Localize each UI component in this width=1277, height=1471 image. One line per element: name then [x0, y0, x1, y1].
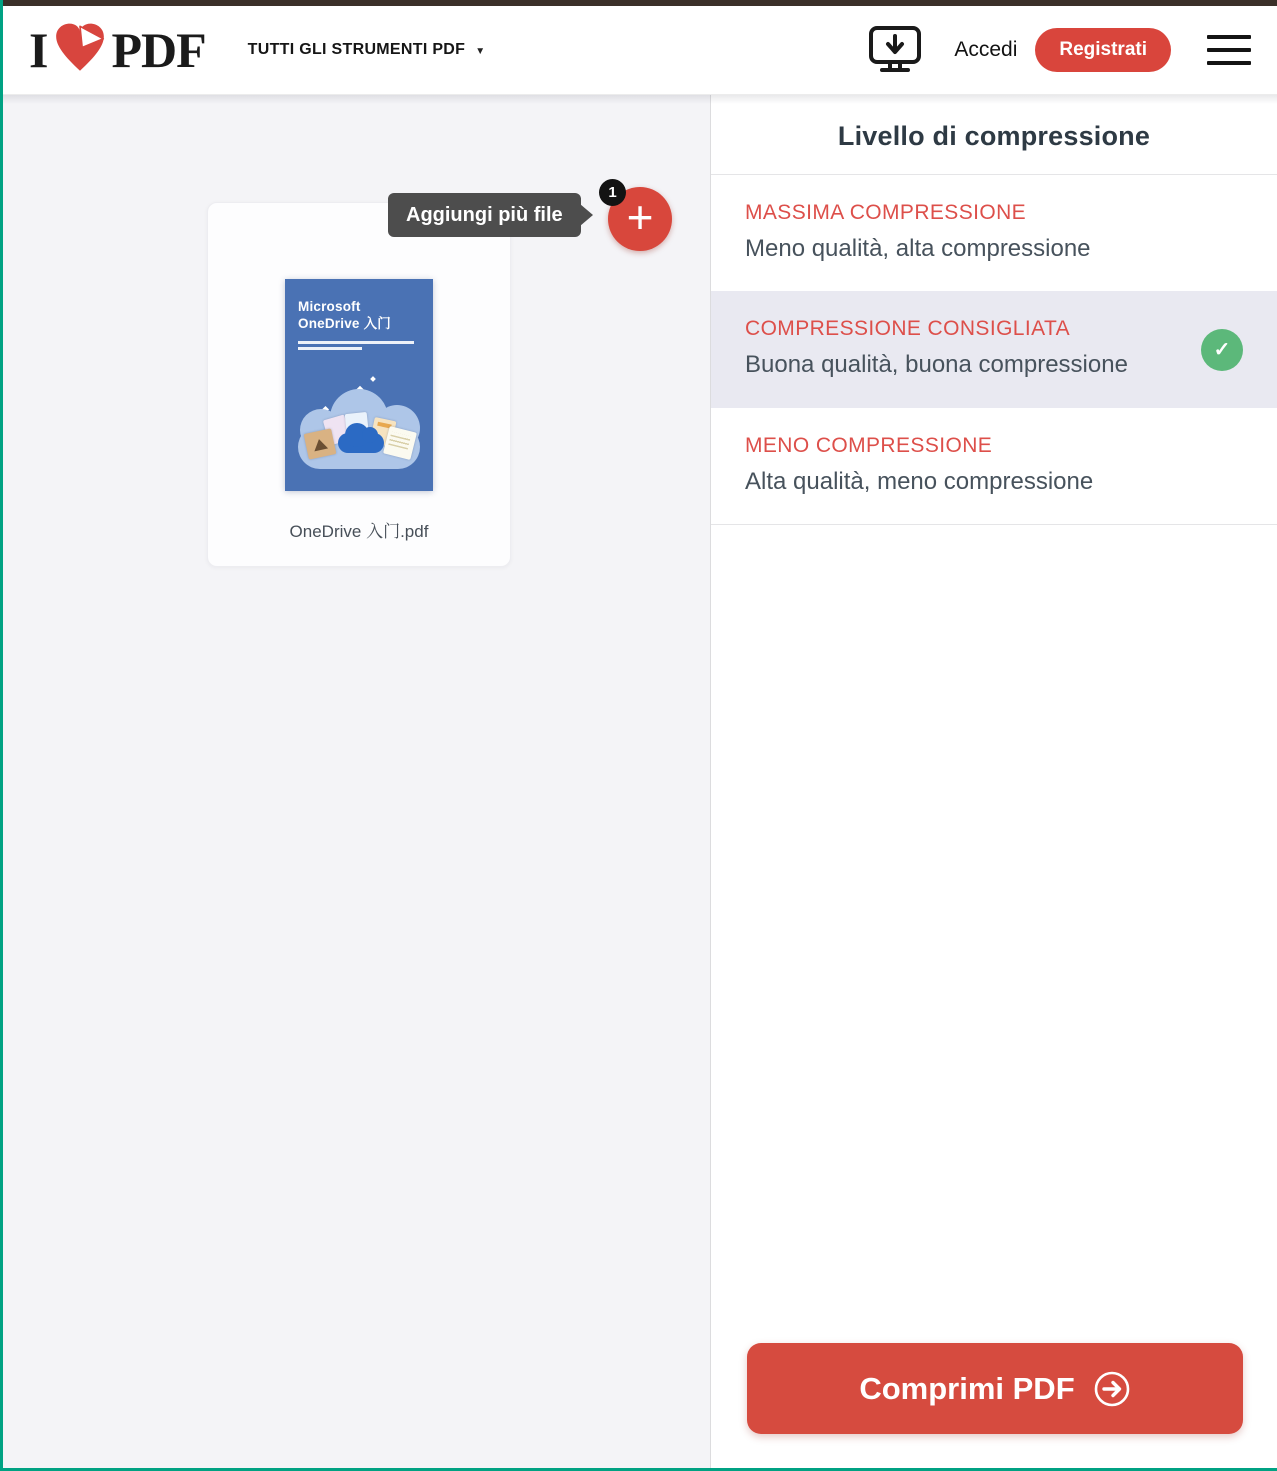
- heart-icon: [52, 22, 108, 74]
- sidebar-title: Livello di compressione: [711, 95, 1277, 175]
- file-count-badge: 1: [599, 179, 626, 206]
- cloud-illustration: [298, 389, 420, 471]
- option-subtitle: Meno qualità, alta compressione: [745, 235, 1091, 262]
- content: [3, 95, 1277, 1468]
- tools-menu-label: TUTTI GLI STRUMENTI PDF: [247, 41, 466, 58]
- tooltip-arrow: [580, 204, 593, 226]
- compression-sidebar: [710, 95, 1277, 1468]
- logo-letter-i: I: [29, 22, 48, 78]
- arrow-right-circle-icon: [1093, 1370, 1131, 1408]
- plus-icon: +: [626, 191, 654, 244]
- logo[interactable]: [29, 22, 206, 78]
- chevron-down-icon: ▼: [475, 45, 486, 57]
- onedrive-cloud-icon: [338, 433, 384, 453]
- desktop-download-icon: [866, 24, 924, 76]
- file-name-label: OneDrive 入门.pdf: [289, 522, 429, 541]
- option-subtitle: Buona qualità, buona compressione: [745, 351, 1128, 379]
- menu-icon[interactable]: [1207, 31, 1251, 69]
- register-button[interactable]: Registrati: [1035, 28, 1171, 72]
- add-files-tooltip: [388, 193, 581, 237]
- tooltip-label: Aggiungi più file: [406, 203, 563, 226]
- option-title: MENO COMPRESSIONE: [745, 433, 993, 457]
- option-title: COMPRESSIONE CONSIGLIATA: [745, 317, 1071, 341]
- sparkle-icon: [370, 376, 376, 382]
- file-card[interactable]: [207, 202, 511, 567]
- login-link[interactable]: Accedi: [954, 38, 1018, 61]
- pdf-thumbnail: [285, 279, 433, 491]
- add-file-button[interactable]: [608, 184, 672, 251]
- all-pdf-tools-menu[interactable]: [248, 41, 486, 59]
- option-title: MASSIMA COMPRESSIONE: [745, 201, 1027, 224]
- compress-button-label: Comprimi PDF: [859, 1370, 1075, 1406]
- workspace: [3, 95, 710, 1468]
- logo-letters-pdf: PDF: [111, 22, 206, 78]
- option-subtitle: Alta qualità, meno compressione: [745, 467, 1094, 495]
- pdf-cover-title: Microsoft OneDrive 入门: [298, 299, 391, 331]
- compression-option-max[interactable]: [711, 175, 1277, 291]
- desktop-app-button[interactable]: [866, 24, 924, 76]
- navbar: [3, 6, 1277, 95]
- compression-option-recommended[interactable]: [711, 291, 1277, 407]
- navbar-right-group: [866, 24, 1251, 76]
- compress-button[interactable]: [747, 1343, 1243, 1434]
- compression-option-less[interactable]: [711, 408, 1277, 525]
- check-icon: ✓: [1201, 329, 1243, 371]
